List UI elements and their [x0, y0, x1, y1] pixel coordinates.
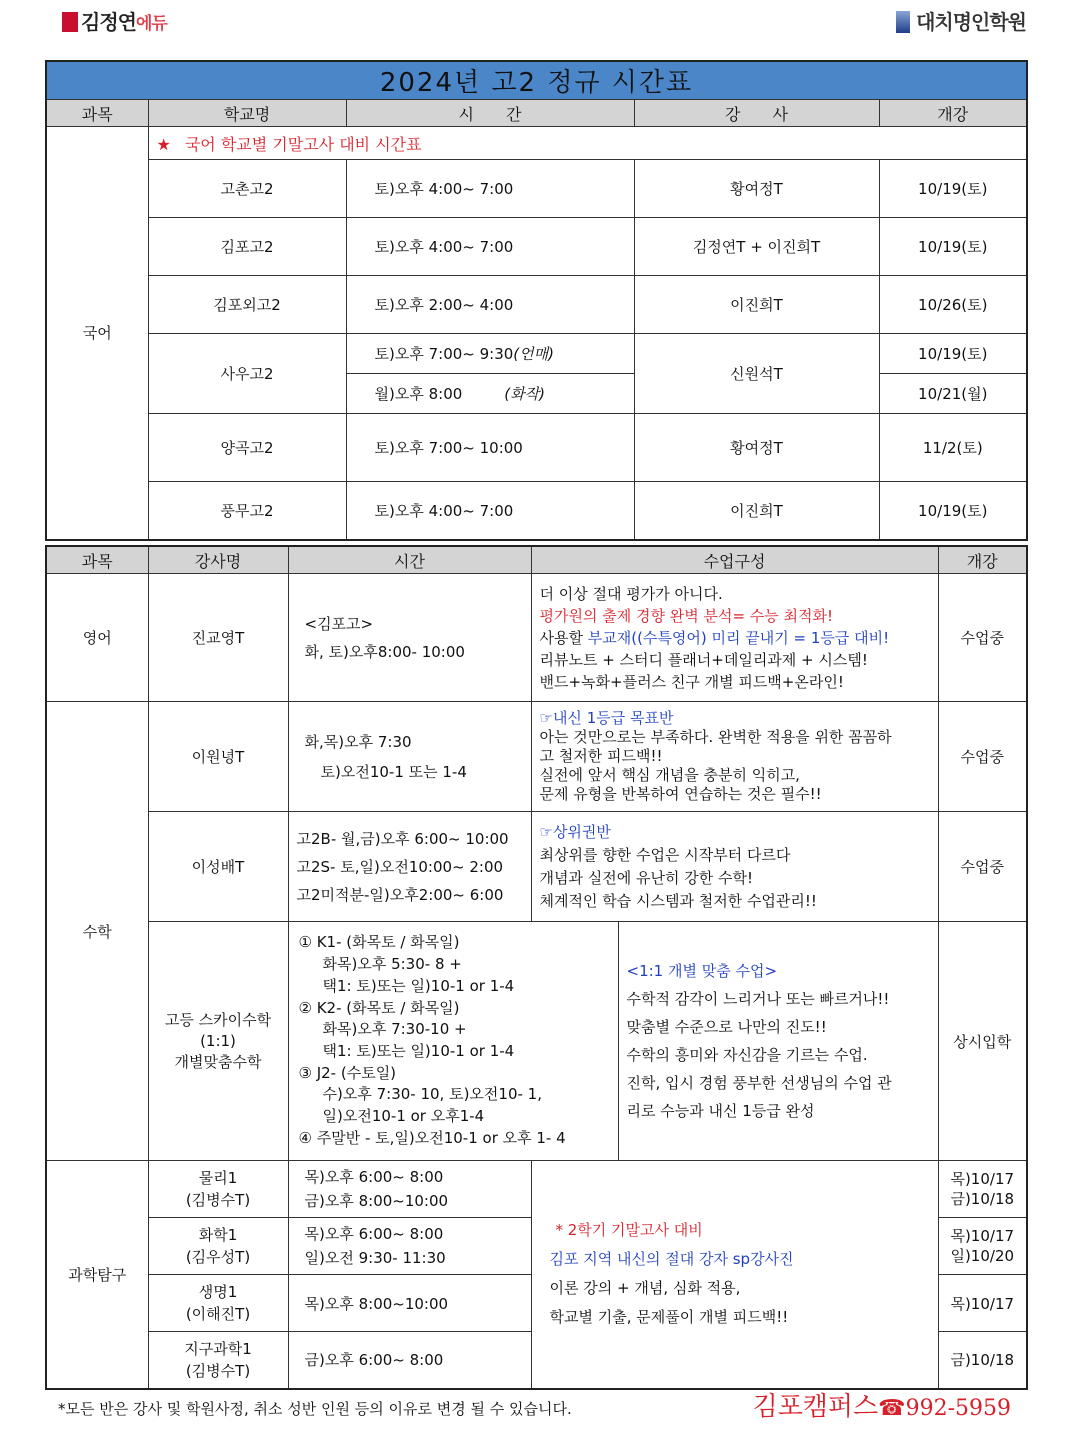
time-line: 일)오전 9:30- 11:30 — [304, 1249, 446, 1267]
table-header-row — [46, 100, 1027, 127]
start-cell: 수업중 — [938, 812, 1027, 922]
start-cell: 목)10/17 — [938, 1275, 1027, 1332]
subject-science: 과학탐구 — [46, 1161, 148, 1389]
teacher-cell: 김정연T + 이진희T — [634, 218, 879, 276]
desc-line: 수학적 감각이 느리거나 또는 빠르거나!! — [626, 990, 890, 1008]
course-name: 지구과학1 — [184, 1339, 252, 1358]
campus-contact — [753, 1386, 1011, 1423]
desc-line: 고 철저한 피드백!! — [539, 747, 663, 765]
course-teacher: (김병수T) — [185, 1191, 251, 1209]
subject-korean: 국어 — [46, 127, 148, 540]
start-cell: 수업중 — [938, 702, 1027, 812]
table-row — [46, 334, 1027, 374]
teacher-line: 고등 스카이수학 — [164, 1010, 272, 1029]
star-icon: ★ — [156, 134, 171, 154]
table-row — [46, 218, 1027, 276]
header-teacher: 강 사 — [634, 100, 879, 127]
course-teacher: (김병수T) — [185, 1361, 251, 1380]
time-cell — [288, 922, 618, 1161]
desc-line: 이론 강의 + 개념, 심화 적용, — [549, 1279, 741, 1298]
header-subject: 과목 — [46, 100, 148, 127]
desc-line: 리로 수능과 내신 1등급 완성 — [626, 1102, 815, 1120]
course-teacher: (김우성T) — [185, 1248, 251, 1266]
time-line: 고2S- 토,일)오전10:00~ 2:00 — [296, 857, 504, 876]
desc-line: 개념과 실전에 유난히 강한 수학! — [539, 868, 753, 887]
logo-left-text: 김정연 — [81, 10, 136, 34]
start-cell: 10/26(토) — [879, 276, 1027, 334]
start-cell: 10/19(토) — [879, 334, 1027, 374]
start-cell: 금)10/18 — [938, 1332, 1027, 1389]
time-line: ② K2- (화목토 / 화목일) — [298, 998, 460, 1017]
desc-head: ☞상위권반 — [539, 822, 611, 841]
time-cell — [288, 702, 531, 812]
time-line: ③ J2- (수토일) — [298, 1063, 397, 1082]
time-cell: 목)오후 8:00~10:00 — [288, 1275, 531, 1332]
start-cell — [938, 1161, 1027, 1218]
time-text: 토)오후 7:00~ 9:30 — [374, 345, 514, 363]
campus-name: 김포캠퍼스 — [752, 1392, 879, 1422]
page-title: 2024년 고2 정규 시간표 — [46, 61, 1027, 100]
time-line: 화, 토)오후8:00- 10:00 — [304, 642, 465, 661]
time-line: 일)오전10-1 or 오후1-4 — [322, 1107, 485, 1126]
desc-head: <1:1 개별 맞춤 수업> — [626, 962, 778, 980]
time-cell — [346, 374, 634, 414]
start-cell: 11/2(토) — [879, 414, 1027, 482]
start-line: 금)10/18 — [950, 1190, 1015, 1208]
header-subject: 과목 — [46, 546, 148, 574]
start-cell: 10/19(토) — [879, 160, 1027, 218]
time-cell: 토)오후 4:00~ 7:00 — [346, 160, 634, 218]
table-row — [46, 160, 1027, 218]
time-cell: 토)오후 7:00~ 10:00 — [346, 414, 634, 482]
course-cell — [148, 1218, 288, 1275]
time-line: <김포고> — [304, 614, 374, 633]
time-line: 화,목)오후 7:30 — [304, 732, 412, 751]
header-time: 시 간 — [346, 100, 634, 127]
teacher-cell: 이원녕T — [148, 702, 288, 812]
desc-line: 김포 지역 내신의 절대 강자 sp강사진 — [549, 1250, 794, 1269]
table-row — [46, 702, 1027, 812]
table-row — [46, 812, 1027, 922]
teacher-line: (1:1) — [200, 1031, 236, 1050]
teacher-cell: 황여정T — [634, 414, 879, 482]
school-cell: 사우고2 — [148, 334, 346, 414]
teacher-line: 개별맞춤수학 — [174, 1052, 262, 1071]
table-header-row — [46, 546, 1027, 574]
start-cell: 10/19(토) — [879, 482, 1027, 540]
course-name: 화학1 — [198, 1226, 238, 1244]
course-teacher: (이해진T) — [185, 1305, 251, 1323]
start-cell: 10/19(토) — [879, 218, 1027, 276]
course-desc — [531, 574, 938, 702]
time-text: 월)오후 8:00 — [374, 385, 463, 403]
time-line: 화목)오후 5:30- 8 + — [322, 955, 462, 974]
time-line: 고2B- 월,금)오후 6:00~ 10:00 — [296, 829, 509, 848]
course-name: 물리1 — [198, 1169, 238, 1187]
logo-right-text: 대치명인학원 — [916, 10, 1026, 34]
time-line: 택1: 토)또는 일)10-1 or 1-4 — [322, 976, 515, 995]
subject-math: 수학 — [46, 702, 148, 1161]
start-cell: 상시입학 — [938, 922, 1027, 1161]
start-line: 목)10/17 — [950, 1227, 1015, 1245]
logo-left-sub: 에듀 — [135, 14, 167, 34]
course-cell — [148, 1332, 288, 1389]
subject-english: 영어 — [46, 574, 148, 702]
time-line: ① K1- (화목토 / 화목일) — [298, 933, 460, 952]
header-time: 시간 — [288, 546, 531, 574]
table-row — [46, 482, 1027, 540]
course-name: 생명1 — [198, 1283, 238, 1301]
desc-line: 평가원의 출제 경향 완벽 분석= 수능 최적화! — [539, 606, 834, 625]
course-desc — [618, 922, 938, 1161]
time-note: (화작) — [504, 385, 545, 403]
course-desc — [531, 1161, 938, 1389]
school-cell: 양곡고2 — [148, 414, 346, 482]
time-cell: 토)오후 4:00~ 7:00 — [346, 482, 634, 540]
time-line: 고2미적분-일)오후2:00~ 6:00 — [296, 885, 504, 904]
course-desc — [531, 812, 938, 922]
time-cell: 토)오후 2:00~ 4:00 — [346, 276, 634, 334]
desc-head: ☞내신 1등급 목표반 — [539, 709, 674, 727]
desc-head: * 2학기 기말고사 대비 — [555, 1221, 703, 1240]
time-note: (언매) — [513, 345, 554, 363]
time-line: 택1: 토)또는 일)10-1 or 1-4 — [322, 1042, 515, 1060]
time-cell — [288, 812, 531, 922]
korean-notice-text: 국어 학교별 기말고사 대비 시간표 — [184, 134, 422, 154]
school-cell: 김포외고2 — [148, 276, 346, 334]
school-cell: 고촌고2 — [148, 160, 346, 218]
start-cell: 10/21(월) — [879, 374, 1027, 414]
teacher-cell — [148, 922, 288, 1161]
korean-notice — [148, 127, 1027, 160]
time-line: 수)오후 7:30- 10, 토)오전10- 1, — [322, 1085, 542, 1104]
table-row — [46, 574, 1027, 702]
desc-text: 사용할 — [539, 628, 588, 647]
start-line: 목)10/17 — [950, 1170, 1015, 1188]
building-icon — [896, 11, 910, 33]
desc-line: 더 이상 절대 평가가 아니다. — [539, 584, 723, 603]
time-line: 토)오전10-1 또는 1-4 — [320, 762, 467, 781]
header-course: 수업구성 — [531, 546, 938, 574]
teacher-cell: 이진희T — [634, 276, 879, 334]
header-start: 개강 — [879, 100, 1027, 127]
class-schedule-table — [45, 545, 1028, 1390]
time-cell: 토)오후 4:00~ 7:00 — [346, 218, 634, 276]
desc-line: 리뷰노트 + 스터디 플래너+데일리과제 + 시스템! — [539, 650, 868, 669]
school-cell: 풍무고2 — [148, 482, 346, 540]
phone-number: ☎992-5959 — [878, 1396, 1011, 1421]
teacher-cell: 황여정T — [634, 160, 879, 218]
teacher-cell: 이성배T — [148, 812, 288, 922]
desc-line: 학교별 기출, 문제풀이 개별 피드백!! — [549, 1308, 789, 1327]
desc-line: 문제 유형을 반복하여 연습하는 것은 필수!! — [539, 785, 822, 803]
time-line: ④ 주말반 - 토,일)오전10-1 or 오후 1- 4 — [298, 1128, 566, 1147]
desc-line: 진학, 입시 경험 풍부한 선생님의 수업 관 — [626, 1074, 892, 1092]
header-school: 학교명 — [148, 100, 346, 127]
footer-note: *모든 반은 강사 및 학원사정, 취소 성반 인원 등의 이유로 변경 될 수 있습니다. — [58, 1400, 572, 1418]
table-row — [46, 922, 1027, 1161]
teacher-cell: 신원석T — [634, 334, 879, 414]
time-cell — [288, 1161, 531, 1218]
desc-text: 부교재((수특영어) 미리 끝내기 = 1등급 대비! — [587, 628, 890, 647]
time-line: 목)오후 6:00~ 8:00 — [304, 1168, 444, 1186]
course-desc — [531, 702, 938, 812]
time-line: 금)오후 8:00~10:00 — [304, 1192, 449, 1210]
school-cell: 김포고2 — [148, 218, 346, 276]
table-row — [46, 414, 1027, 482]
start-cell — [938, 1218, 1027, 1275]
logo-mark-icon — [62, 12, 78, 32]
time-cell — [288, 574, 531, 702]
start-cell: 수업중 — [938, 574, 1027, 702]
time-cell — [288, 1218, 531, 1275]
desc-line — [540, 627, 930, 649]
header-start: 개강 — [938, 546, 1027, 574]
teacher-cell: 진교영T — [148, 574, 288, 702]
time-line: 목)오후 6:00~ 8:00 — [304, 1225, 444, 1243]
academy-logo-right — [896, 6, 1026, 35]
teacher-cell: 이진희T — [634, 482, 879, 540]
desc-line: 아는 것만으로는 부족하다. 완벽한 적용을 위한 꼼꼼하 — [539, 728, 892, 746]
time-line: 화목)오후 7:30-10 + — [322, 1020, 467, 1039]
desc-line: 수학의 흥미와 자신감을 기르는 수업. — [626, 1046, 868, 1064]
start-line: 일)10/20 — [950, 1247, 1015, 1265]
time-cell — [346, 334, 634, 374]
course-cell — [148, 1161, 288, 1218]
course-cell — [148, 1275, 288, 1332]
desc-line: 밴드+녹화+플러스 친구 개별 피드백+온라인! — [539, 672, 844, 691]
desc-line: 최상위를 향한 수업은 시작부터 다르다 — [539, 845, 791, 864]
desc-line: 맞춤별 수준으로 나만의 진도!! — [626, 1018, 827, 1036]
desc-line: 실전에 앞서 핵심 개념을 충분히 익히고, — [539, 766, 800, 784]
desc-line: 체계적인 학습 시스템과 철저한 수업관리!! — [539, 891, 817, 910]
korean-schedule-table — [45, 60, 1028, 541]
table-row — [46, 276, 1027, 334]
time-cell: 금)오후 6:00~ 8:00 — [288, 1332, 531, 1389]
academy-logo-left — [62, 6, 167, 35]
table-row — [46, 1161, 1027, 1218]
header-teacher: 강사명 — [148, 546, 288, 574]
